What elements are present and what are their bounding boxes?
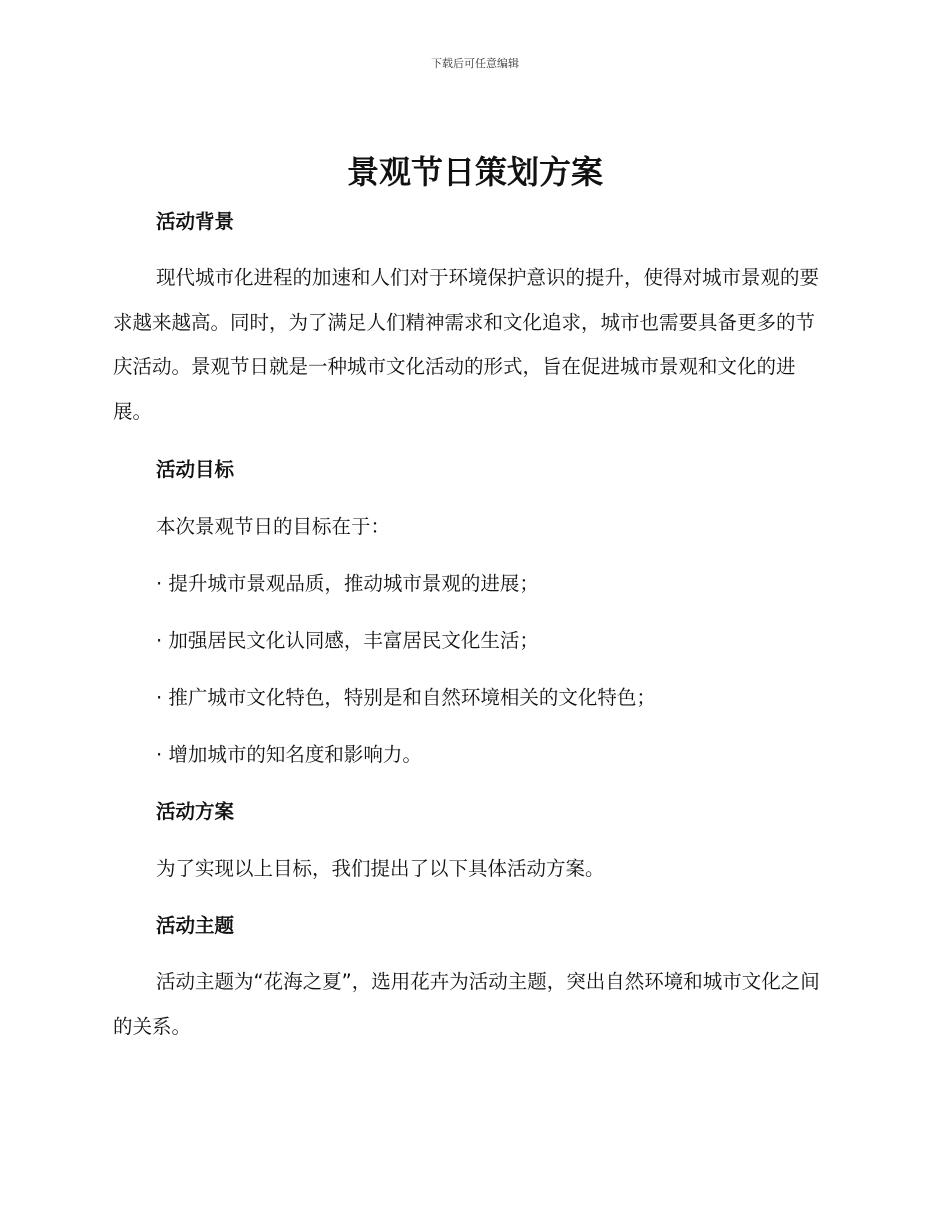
document-body bbox=[113, 202, 833, 1049]
section-heading-theme: 活动主题 bbox=[156, 914, 235, 937]
section-heading-plan: 活动方案 bbox=[156, 800, 235, 823]
document-title: 景观节日策划方案 bbox=[346, 153, 603, 191]
theme-paragraph: 活动主题为“花海之夏”，选用花卉为活动主题，突出自然环境和城市文化之间的关系。 bbox=[113, 970, 820, 1038]
section-heading-goals: 活动目标 bbox=[156, 458, 235, 481]
goal-item: · 加强居民文化认同感，丰富居民文化生活； bbox=[156, 629, 539, 652]
goal-item: · 增加城市的知名度和影响力。 bbox=[156, 743, 422, 766]
goal-item: · 推广城市文化特色，特别是和自然环境相关的文化特色； bbox=[156, 686, 656, 709]
goals-intro: 本次景观节日的目标在于： bbox=[156, 515, 391, 538]
section-heading-background: 活动背景 bbox=[156, 210, 235, 233]
background-paragraph: 现代城市化进程的加速和人们对于环境保护意识的提升，使得对城市景观的要求越来越高。同时，为了满足人们精神需求和文化追求，城市也需要具备更多的节庆活动。景观节日就是一种城市文化活动的形式，旨在促进城市景观和文化的进展。 bbox=[113, 266, 820, 423]
goal-item: · 提升城市景观品质，推动城市景观的进展； bbox=[156, 572, 539, 595]
page-header-note: 下载后可任意编辑 bbox=[431, 57, 519, 70]
plan-paragraph: 为了实现以上目标，我们提出了以下具体活动方案。 bbox=[156, 857, 605, 880]
